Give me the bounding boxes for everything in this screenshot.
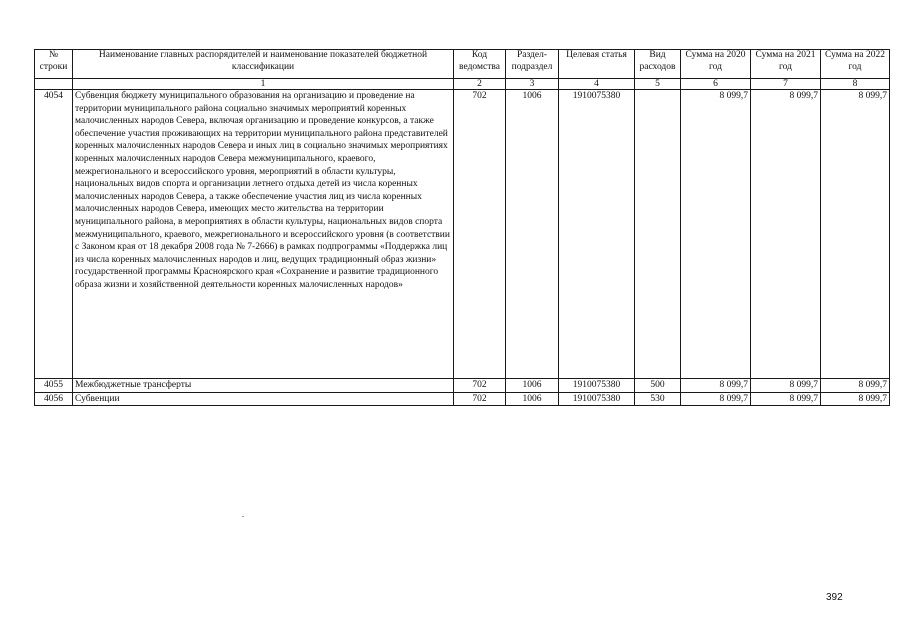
table-row [35,90,890,379]
page-number: 392 [826,592,843,603]
column-number-row [35,79,890,90]
sum-2020: 8 099,7 [681,379,751,393]
column-number [35,79,73,90]
target-article: 1910075380 [559,90,635,379]
scan-speck [242,516,244,517]
expense-type [635,90,681,379]
dept-code: 702 [454,379,506,393]
row-name: Субвенция бюджету муниципального образования на организацию и проведение на территории муниципального района социально значимых мероприятий коренных малочисленных народов Севера, включая организацию и проведение конкурсов, а также обеспечение участия проживающих на территории муниципального района представителей коренных малочисленных народов Севера и иных лиц в социально значимых мероприятиях коренных малочисленных народов Севера межмуниципального, краевого, межрегионального и всероссийского уровня, мероприятий в области культуры, национальных видов спорта и организации летнего отдыха детей из числа коренных малочисленных народов Севера, а также обеспечение участия лиц из числа коренных малочисленных народов Севера, имеющих место жительства на территории муниципального района, в мероприятиях в области культуры, национальных видов спорта межмуниципального, краевого, межрегионального и всероссийского уровня (в соответствии с Законом края от 18 декабря 2008 года № 7-2666) в рамках подпрограммы «Поддержка лиц из числа коренных малочисленных народов и лиц, ведущих традиционный образ жизни» государственной программы Красноярского края «Сохранение и развитие традиционного образа жизни и хозяйственной деятельности коренных малочисленных народов» [73,90,454,379]
row-number: 4054 [35,90,73,379]
dept-code: 702 [454,392,506,406]
sum-2022: 8 099,7 [821,379,890,393]
row-number: 4055 [35,379,73,393]
column-number: 2 [454,79,506,90]
expense-type: 500 [635,379,681,393]
table-row [35,379,890,393]
sum-2022: 8 099,7 [821,392,890,406]
column-number: 6 [681,79,751,90]
header-cell: № строки [35,50,73,79]
header-cell: Раздел-подраздел [506,50,559,79]
column-number: 1 [73,79,454,90]
row-number: 4056 [35,392,73,406]
column-number: 3 [506,79,559,90]
sum-2020: 8 099,7 [681,90,751,379]
header-cell: Сумма на 2020 год [681,50,751,79]
header-cell: Код ведомства [454,50,506,79]
header-cell: Сумма на 2021 год [751,50,821,79]
expense-type: 530 [635,392,681,406]
sum-2020: 8 099,7 [681,392,751,406]
target-article: 1910075380 [559,379,635,393]
header-cell: Целевая статья [559,50,635,79]
header-cell: Вид расходов [635,50,681,79]
sum-2021: 8 099,7 [751,90,821,379]
row-name: Субвенции [73,392,454,406]
sum-2021: 8 099,7 [751,379,821,393]
header-cell: Сумма на 2022 год [821,50,890,79]
header-row [35,50,890,79]
budget-table [34,49,890,406]
sum-2022: 8 099,7 [821,90,890,379]
section-code: 1006 [506,392,559,406]
row-name: Межбюджетные трансферты [73,379,454,393]
table-row [35,392,890,406]
target-article: 1910075380 [559,392,635,406]
section-code: 1006 [506,379,559,393]
column-number: 5 [635,79,681,90]
column-number: 4 [559,79,635,90]
dept-code: 702 [454,90,506,379]
section-code: 1006 [506,90,559,379]
header-cell: Наименование главных распорядителей и наименование показателей бюджетной классификации [73,50,454,79]
sum-2021: 8 099,7 [751,392,821,406]
column-number: 8 [821,79,890,90]
column-number: 7 [751,79,821,90]
